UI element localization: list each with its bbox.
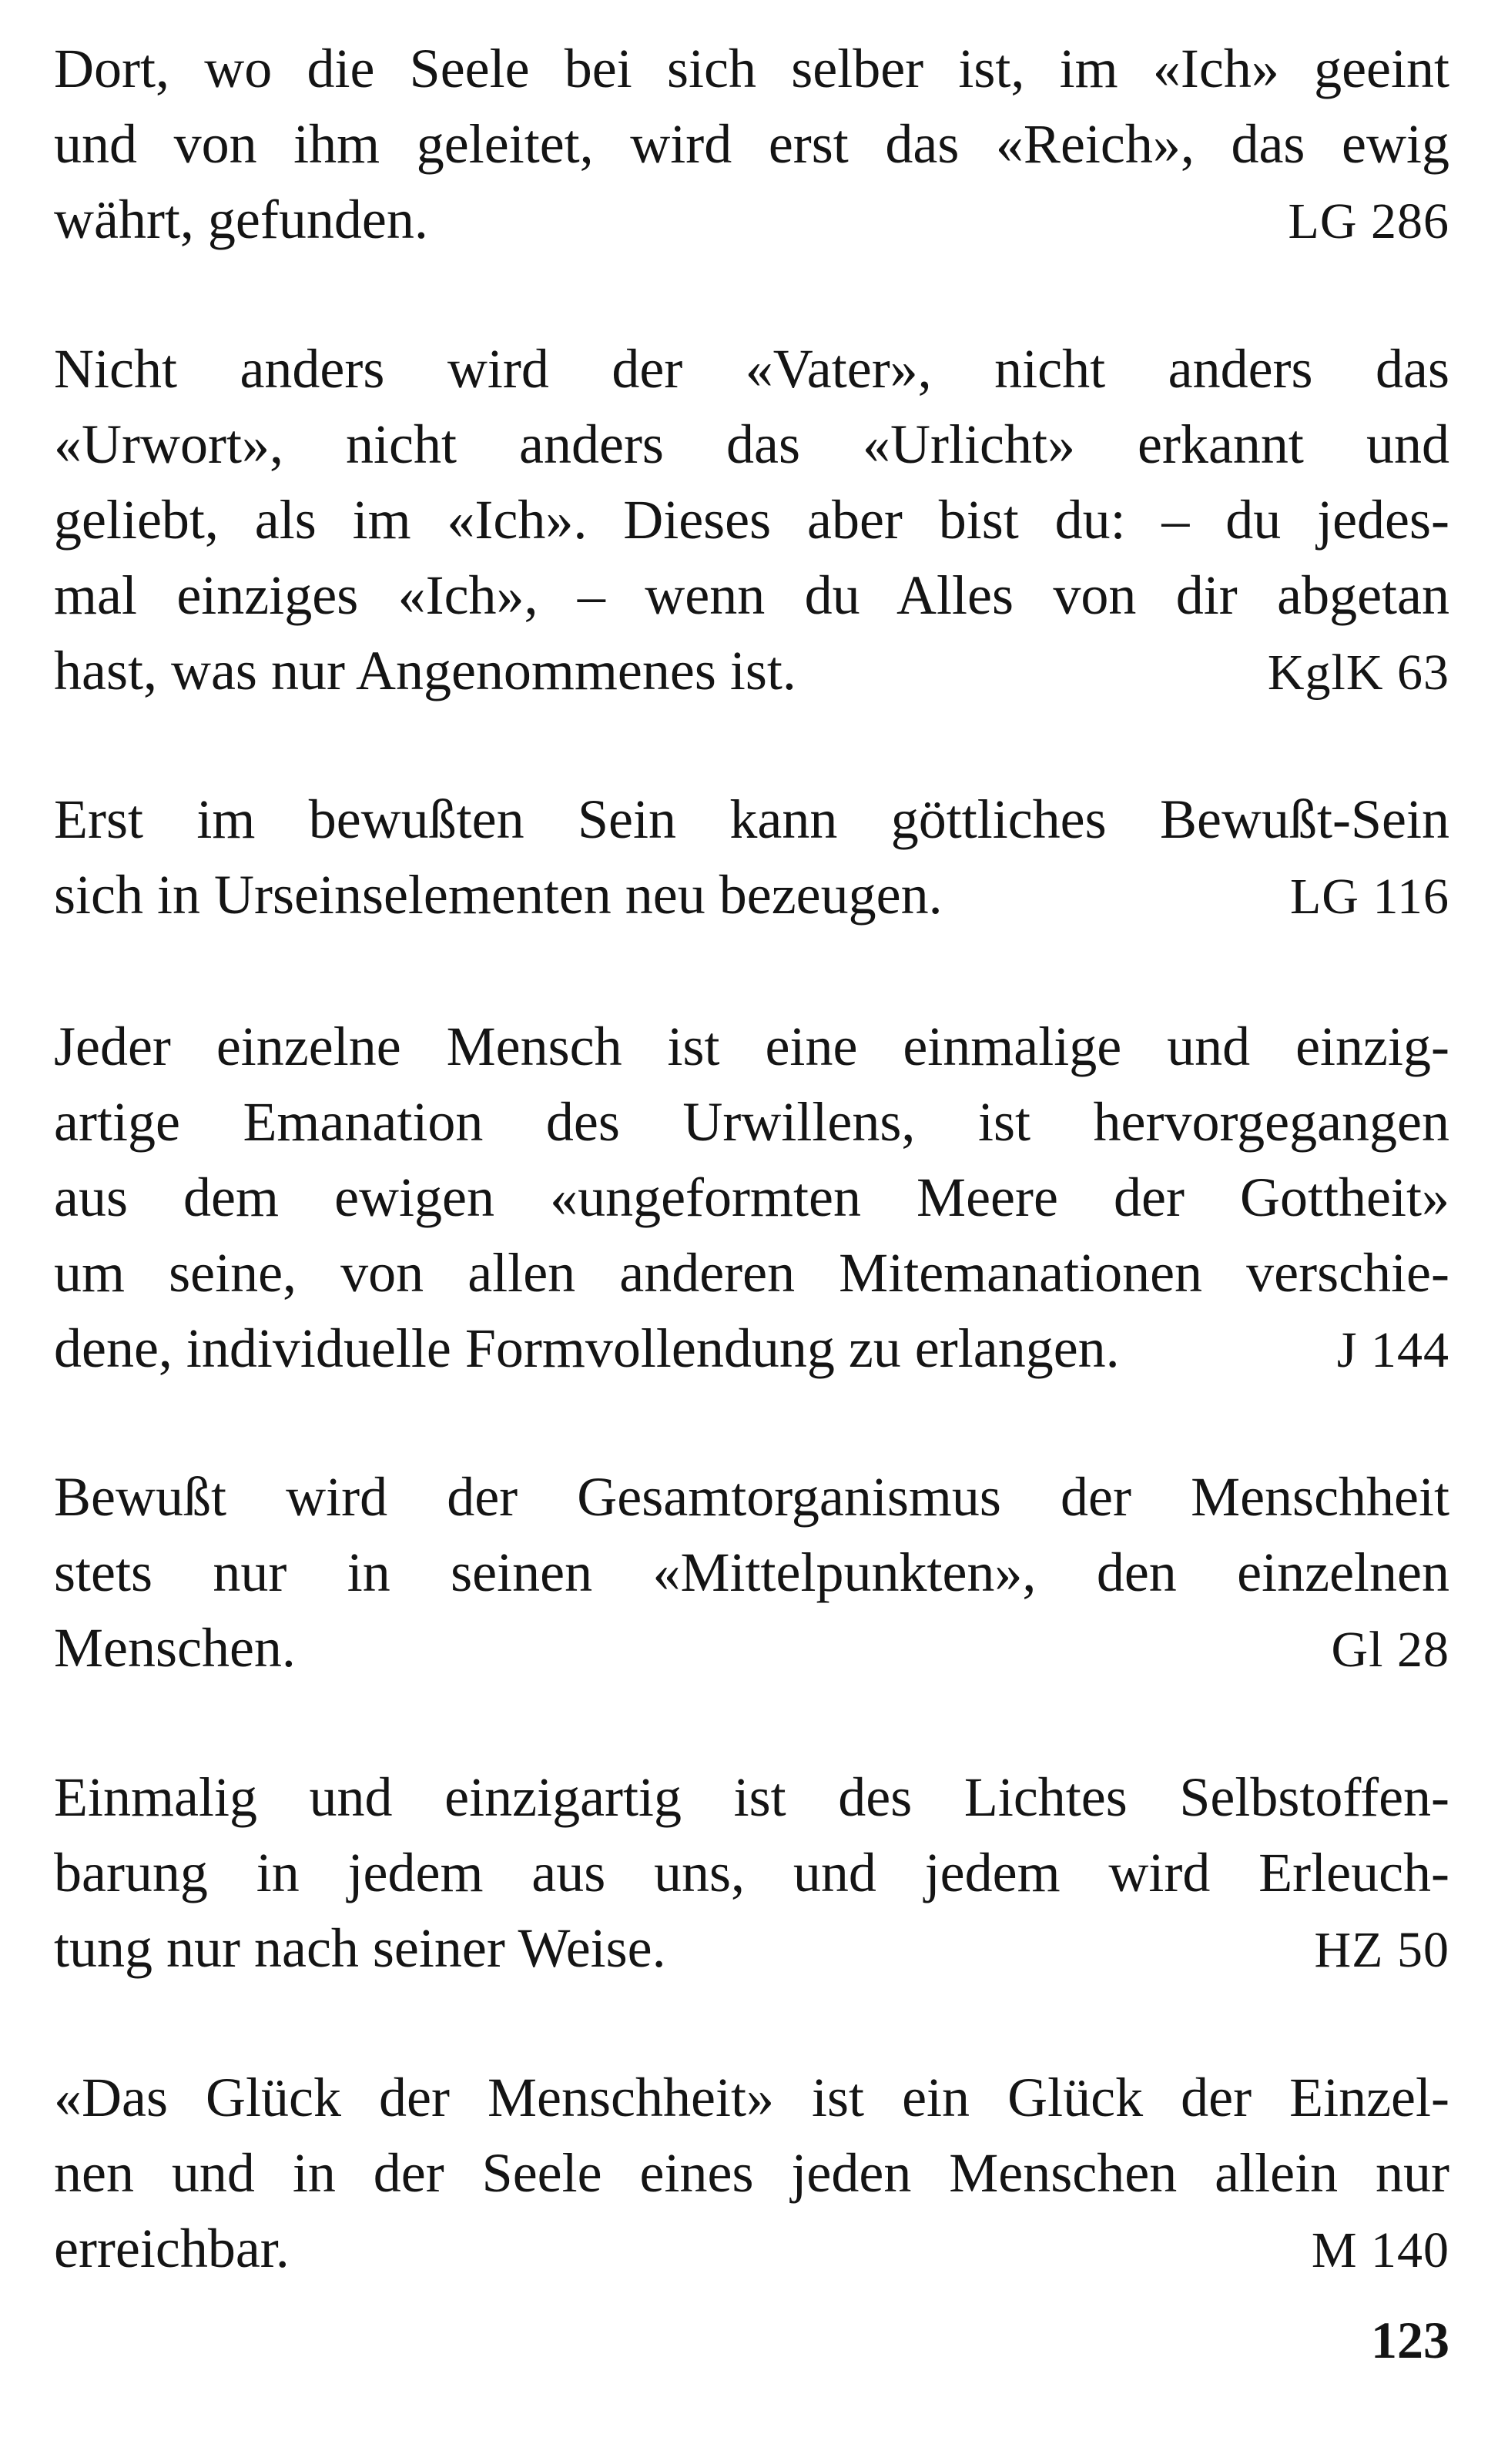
- source-reference: J 144: [1336, 1322, 1449, 1378]
- book-page: [54, 31, 1449, 2433]
- quote-line: um seine, von allen anderen Mitemanationen verschie-: [54, 1242, 1449, 1304]
- source-reference: LG 116: [1289, 869, 1449, 925]
- source-reference: HZ 50: [1314, 1922, 1449, 1978]
- source-reference: Gl 28: [1331, 1622, 1449, 1678]
- quote-line: artige Emanation des Urwillens, ist hervorgegangen: [54, 1091, 1449, 1153]
- quote-line-text: dene, individuelle Formvollendung zu erlangen.: [54, 1317, 1120, 1379]
- quote-3: [54, 782, 1449, 932]
- quote-4: [54, 1009, 1449, 1386]
- quote-last-line: [54, 1910, 1449, 1986]
- quote-line: Erst im bewußten Sein kann göttliches Bewußt-Sein: [54, 788, 1449, 850]
- quote-line-text: währt, gefunden.: [54, 189, 428, 250]
- quote-7: [54, 2060, 1449, 2286]
- quote-line: stets nur in seinen «Mittelpunkten», den einzelnen: [54, 1542, 1449, 1603]
- quote-line: nen und in der Seele eines jeden Menschen allein nur: [54, 2142, 1449, 2204]
- quote-line: Einmalig und einzigartig ist des Lichtes Selbstoffen-: [54, 1766, 1449, 1828]
- quote-last-line: [54, 182, 1449, 257]
- quote-last-line: [54, 857, 1449, 932]
- quote-line: Dort, wo die Seele bei sich selber ist, im «Ich» geeint: [54, 38, 1449, 99]
- quote-line: mal einziges «Ich», – wenn du Alles von dir abgetan: [54, 564, 1449, 626]
- quote-line: «Das Glück der Menschheit» ist ein Glück der Einzel-: [54, 2067, 1449, 2128]
- quote-line: geliebt, als im «Ich». Dieses aber bist du: – du jedes-: [54, 489, 1449, 551]
- source-reference: M 140: [1311, 2222, 1449, 2278]
- quote-line-text: tung nur nach seiner Weise.: [54, 1917, 666, 1979]
- quote-line-text: hast, was nur Angenommenes ist.: [54, 640, 796, 701]
- quote-line: Jeder einzelne Mensch ist eine einmalige und einzig-: [54, 1016, 1449, 1077]
- quote-last-line: [54, 2211, 1449, 2286]
- quote-line-text: Menschen.: [54, 1617, 296, 1679]
- source-reference: LG 286: [1288, 193, 1449, 249]
- quote-5: [54, 1459, 1449, 1686]
- quote-line: Nicht anders wird der «Vater», nicht anders das: [54, 338, 1449, 400]
- quote-last-line: [54, 633, 1449, 708]
- quote-line-text: sich in Urseinselementen neu bezeugen.: [54, 864, 943, 926]
- quote-2: [54, 331, 1449, 708]
- quote-line-text: erreichbar.: [54, 2218, 290, 2279]
- quote-line: barung in jedem aus uns, und jedem wird Erleuch-: [54, 1842, 1449, 1903]
- quote-6: [54, 1759, 1449, 1986]
- page-number: 123: [1371, 2311, 1449, 2369]
- quote-line: Bewußt wird der Gesamtorganismus der Menschheit: [54, 1466, 1449, 1528]
- quote-last-line: [54, 1610, 1449, 1686]
- quote-line: und von ihm geleitet, wird erst das «Reich», das ewig: [54, 113, 1449, 175]
- quote-last-line: [54, 1311, 1449, 1386]
- quote-1: [54, 31, 1449, 257]
- quote-line: aus dem ewigen «ungeformten Meere der Gottheit»: [54, 1167, 1449, 1228]
- source-reference: KglK 63: [1267, 644, 1449, 701]
- quote-line: «Urwort», nicht anders das «Urlicht» erkannt und: [54, 413, 1449, 475]
